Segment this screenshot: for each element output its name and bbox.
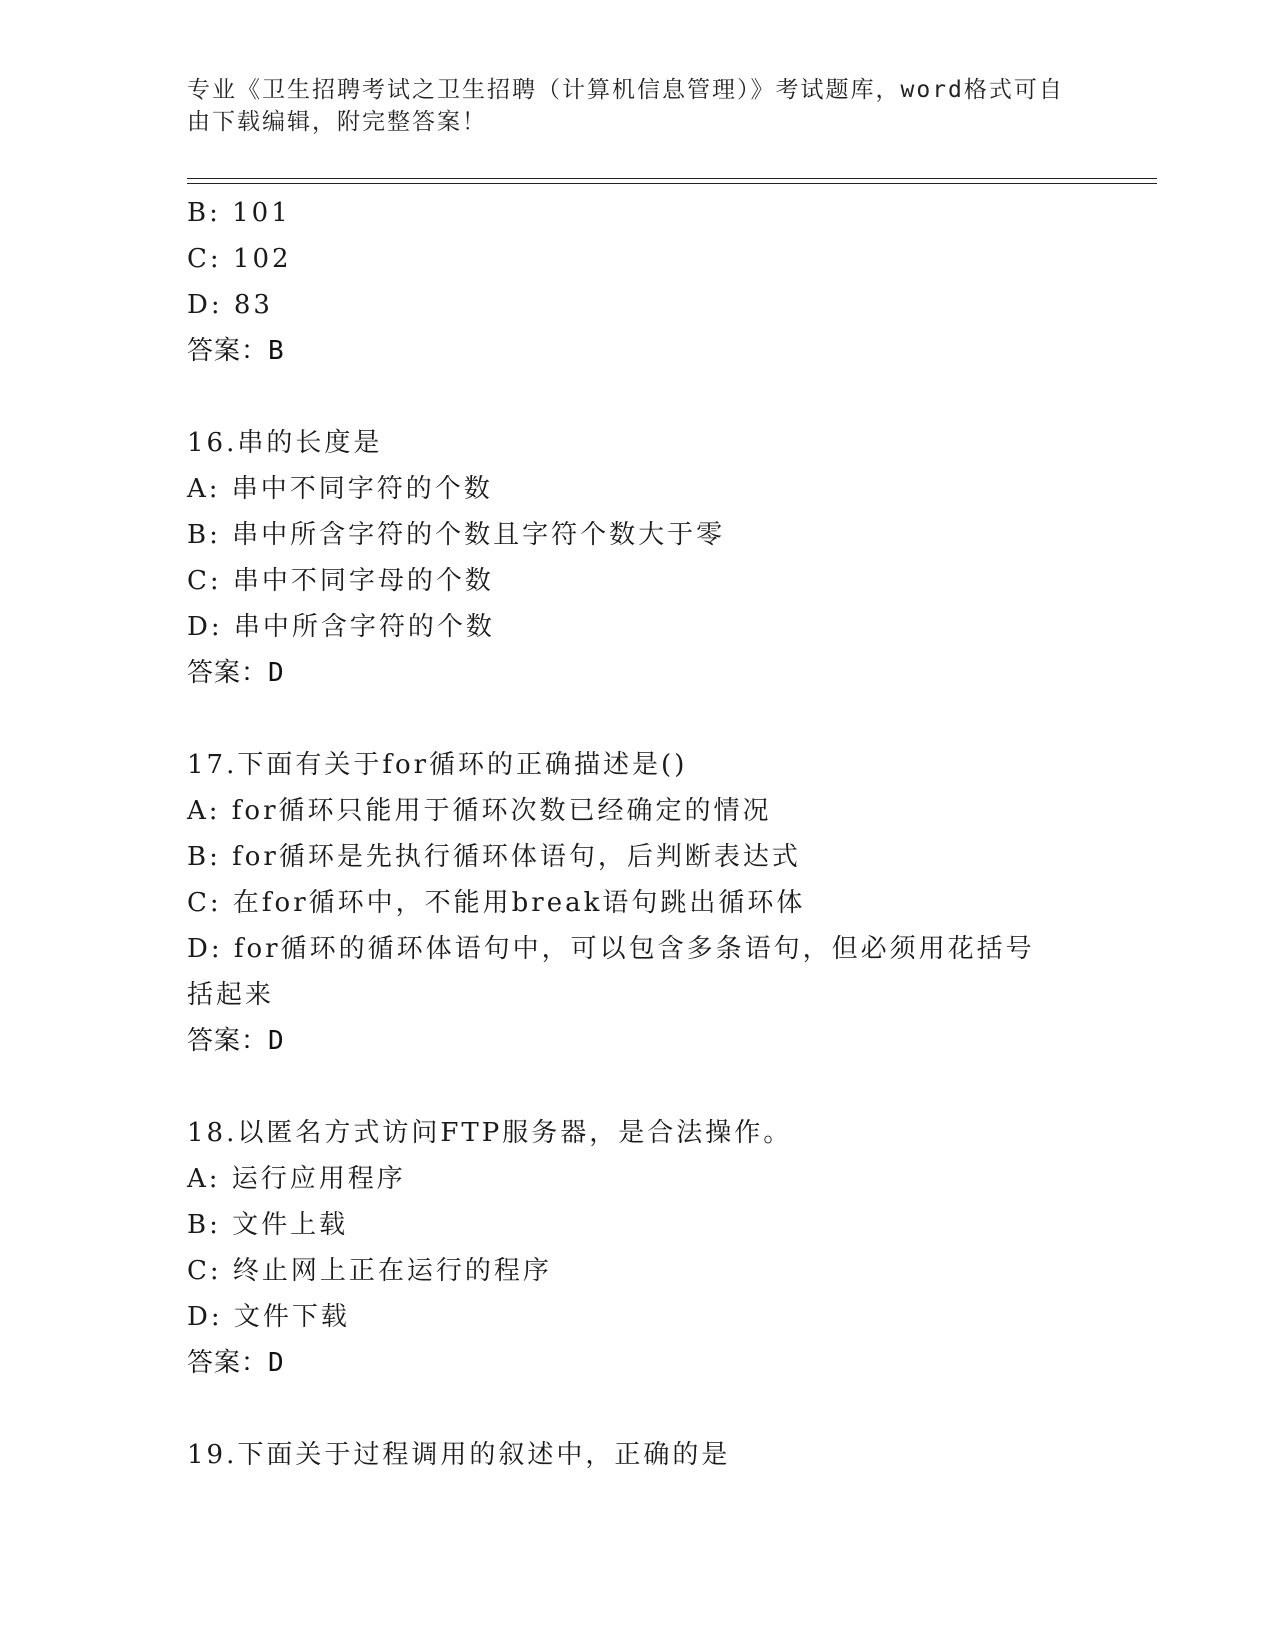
spacer bbox=[187, 1386, 1087, 1432]
option-d: D: 83 bbox=[187, 290, 273, 320]
answer-line: 答案：D bbox=[187, 1026, 285, 1056]
answer-line: 答案：D bbox=[187, 658, 285, 688]
question-stem: 16.串的长度是 bbox=[187, 428, 383, 458]
option-c: C: 终止网上正在运行的程序 bbox=[187, 1256, 552, 1286]
option-b: B: 串中所含字符的个数且字符个数大于零 bbox=[187, 520, 726, 550]
question-stem: 18.以匿名方式访问FTP服务器，是合法操作。 bbox=[187, 1118, 793, 1148]
answer-line: 答案：D bbox=[187, 1348, 285, 1378]
option-a: A: for循环只能用于循环次数已经确定的情况 bbox=[187, 796, 772, 826]
question-17 bbox=[187, 742, 1087, 1064]
option-b: B: 101 bbox=[187, 198, 291, 228]
question-stem: 17.下面有关于for循环的正确描述是() bbox=[187, 750, 688, 780]
question-list bbox=[187, 190, 1087, 1478]
option-b: B: for循环是先执行循环体语句，后判断表达式 bbox=[187, 842, 801, 872]
header-text: 专业《卫生招聘考试之卫生招聘（计算机信息管理）》考试题库，word格式可自由下载编辑，附完整答案！ bbox=[187, 77, 1064, 135]
option-b: B: 文件上载 bbox=[187, 1210, 349, 1240]
question-16 bbox=[187, 420, 1087, 696]
option-d: D: for循环的循环体语句中，可以包含多条语句，但必须用花括号括起来 bbox=[187, 934, 1035, 1010]
spacer bbox=[187, 1064, 1087, 1110]
header-divider-bottom bbox=[187, 183, 1157, 184]
spacer bbox=[187, 696, 1087, 742]
option-c: C: 102 bbox=[187, 244, 292, 274]
option-d: D: 文件下载 bbox=[187, 1302, 350, 1332]
document-header bbox=[187, 74, 1067, 138]
answer-line: 答案：B bbox=[187, 336, 285, 366]
option-a: A: 串中不同字符的个数 bbox=[187, 474, 493, 504]
question-19 bbox=[187, 1432, 1087, 1478]
option-c: C: 串中不同字母的个数 bbox=[187, 566, 494, 596]
option-d: D: 串中所含字符的个数 bbox=[187, 612, 495, 642]
option-c: C: 在for循环中，不能用break语句跳出循环体 bbox=[187, 888, 806, 918]
option-a: A: 运行应用程序 bbox=[187, 1164, 406, 1194]
header-divider-top bbox=[187, 178, 1157, 179]
question-stem: 19.下面关于过程调用的叙述中，正确的是 bbox=[187, 1440, 731, 1470]
spacer bbox=[187, 374, 1087, 420]
question-18 bbox=[187, 1110, 1087, 1386]
question-15-continuation bbox=[187, 190, 1087, 374]
